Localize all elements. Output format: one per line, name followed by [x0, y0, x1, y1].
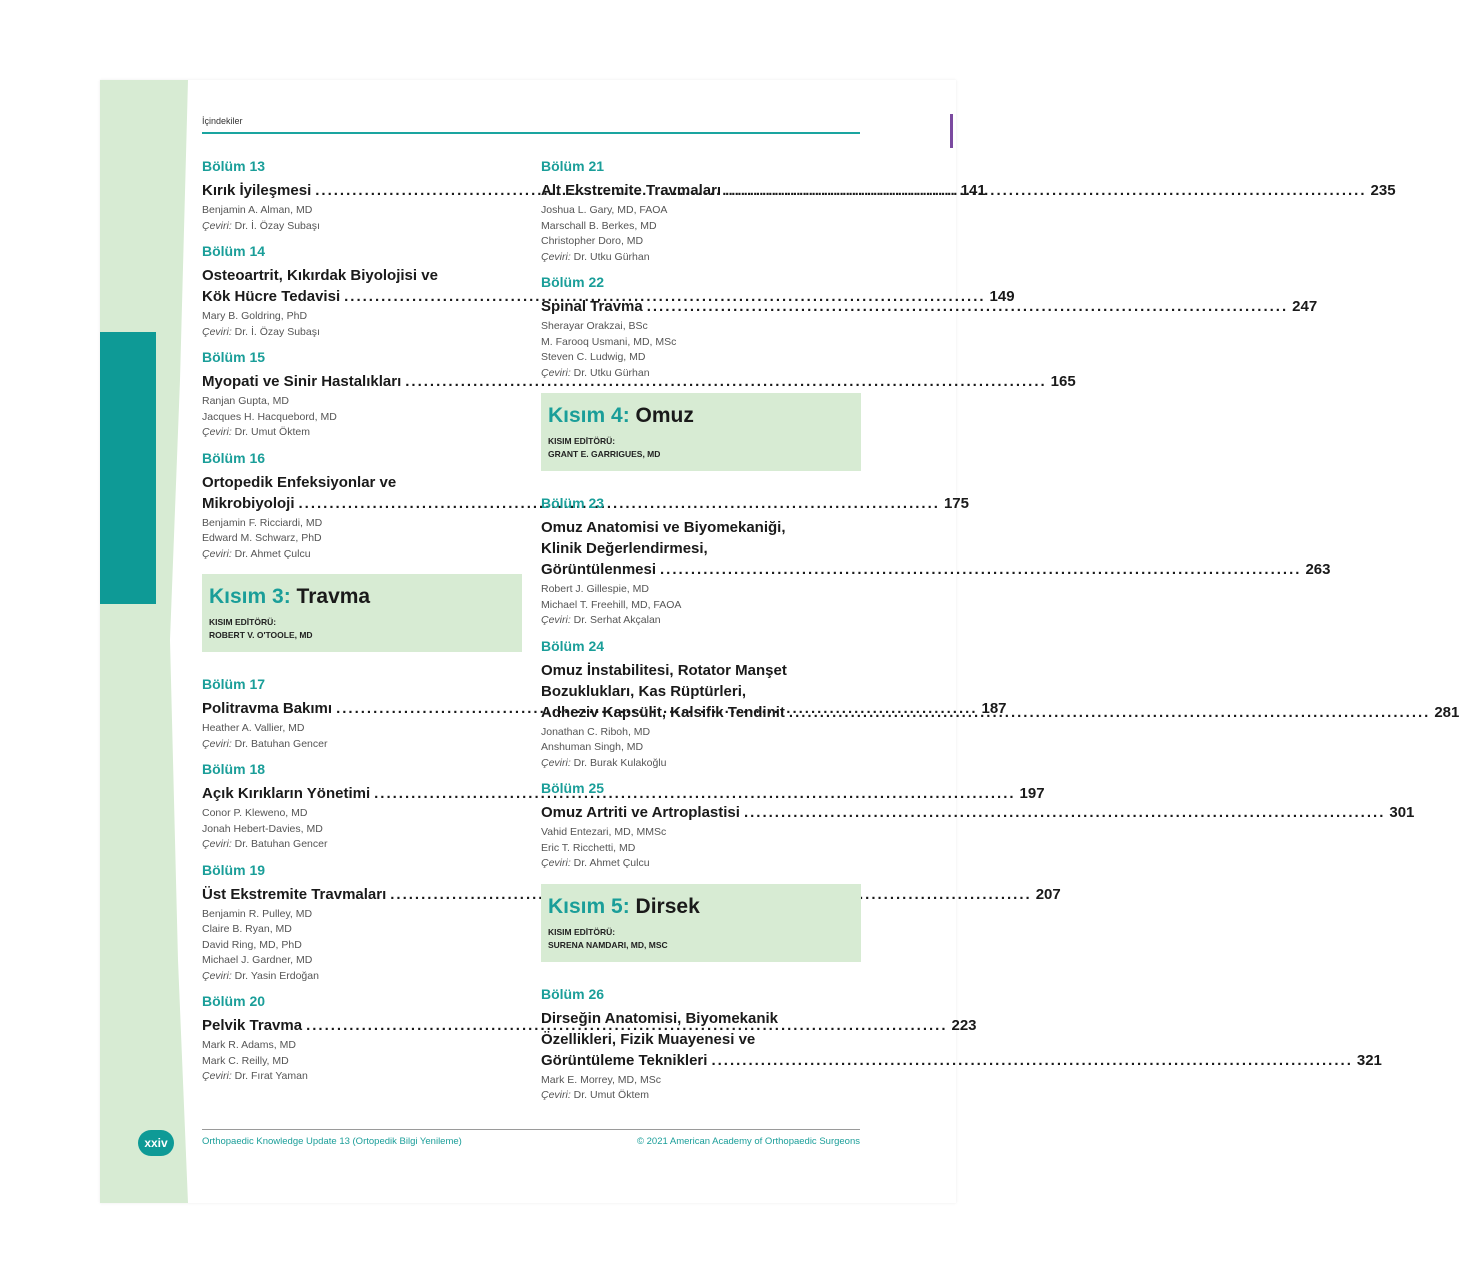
dot-leader: [744, 804, 1385, 821]
title-line-with-page: [541, 559, 1331, 580]
author-name: David Ring, MD, PhD: [202, 938, 302, 951]
author-name: Anshuman Singh, MD: [541, 741, 644, 753]
author-name: M. Farooq Usmani, MD, MSc: [541, 335, 677, 348]
translator-label: Çeviri:: [202, 737, 232, 750]
author-list: [202, 309, 522, 340]
author-name: Michael J. Gardner, MD: [202, 954, 313, 966]
section-editor-name: GRANT E. GARRIGUES, MD: [548, 449, 661, 459]
translator-name: Dr. Fırat Yaman: [231, 1070, 308, 1082]
header-rule: [202, 132, 860, 134]
author-list: [541, 319, 861, 381]
title-text: Klinik Değerlendirmesi,: [541, 540, 708, 557]
section-editor-name: SURENA NAMDARI, MD, MSC: [548, 939, 668, 950]
translator-label: Çeviri:: [202, 1070, 232, 1082]
author-name: Mark E. Morrey, MD, MSc: [541, 1073, 661, 1086]
translator-name: Dr. Ahmet Çulcu: [570, 857, 650, 869]
section-editor: [209, 616, 516, 642]
translator-line: [541, 856, 861, 872]
author-name: Mary B. Goldring, PhD: [202, 310, 308, 322]
page-ref: 187: [981, 700, 1007, 717]
chapter-number: Bölüm 13: [202, 158, 266, 174]
section-name: Dirsek: [635, 894, 700, 918]
chapter-number: Bölüm 14: [202, 243, 266, 259]
chapter-number: Bölüm 25: [541, 780, 605, 796]
translator-line: [202, 737, 522, 753]
section-box: [202, 574, 522, 652]
title-text: Özellikleri, Fizik Muayenesi ve: [541, 1030, 756, 1048]
translator-name: Dr. Utku Gürhan: [570, 250, 650, 263]
author-name: Christopher Doro, MD: [541, 235, 644, 247]
section-name: Omuz: [635, 404, 694, 427]
translator-line: [541, 250, 861, 266]
translator-line: [202, 219, 522, 235]
author-name: Mark C. Reilly, MD: [202, 1054, 289, 1067]
author-name: Jacques H. Hacquebord, MD: [202, 410, 337, 423]
translator-label: Çeviri:: [541, 857, 571, 869]
title-text: Görüntülenmesi: [541, 561, 657, 578]
translator-line: [202, 837, 522, 853]
translator-line: [541, 613, 861, 629]
title-text: Omuz İnstabilitesi, Rotator Manşet: [541, 661, 787, 679]
section-editor-label: KISIM EDİTÖRÜ:: [209, 617, 277, 627]
author-name: Benjamin R. Pulley, MD: [202, 907, 313, 920]
footer-rule: [202, 1129, 860, 1130]
author-name: Edward M. Schwarz, PhD: [202, 532, 322, 544]
page-ref: 281: [1434, 703, 1459, 721]
translator-name: Dr. Batuhan Gencer: [231, 737, 328, 750]
section-editor-name: ROBERT V. O'TOOLE, MD: [209, 630, 313, 640]
section-box: [541, 393, 861, 471]
translator-name: Dr. İ. Özay Subaşı: [231, 325, 320, 338]
author-name: Vahid Entezari, MD, MMSc: [541, 826, 667, 838]
chapter-number: Bölüm 15: [202, 349, 266, 365]
page-ref: 247: [1292, 298, 1318, 315]
section-heading: [209, 584, 516, 610]
chapter-number: Bölüm 24: [541, 637, 605, 654]
translator-label: Çeviri:: [541, 366, 571, 379]
translator-name: Dr. Utku Gürhan: [570, 366, 650, 379]
author-name: Conor P. Kleweno, MD: [202, 807, 308, 819]
author-name: Claire B. Ryan, MD: [202, 923, 292, 935]
page-ref: 223: [951, 1017, 977, 1034]
page-ref: 207: [1035, 885, 1061, 903]
section-tab: [100, 332, 156, 604]
author-name: Mark R. Adams, MD: [202, 1039, 296, 1051]
chapter-number: Bölüm 18: [202, 761, 266, 777]
translator-line: [202, 547, 522, 563]
section-heading: [548, 894, 855, 920]
translator-label: Çeviri:: [541, 1089, 571, 1101]
title-line-with-page: [541, 1050, 1382, 1071]
translator-name: Dr. Ahmet Çulcu: [231, 547, 311, 560]
translator-label: Çeviri:: [541, 250, 571, 263]
author-list: [202, 907, 522, 985]
translator-label: Çeviri:: [202, 325, 232, 338]
title-text: Üst Ekstremite Travmaları: [202, 885, 387, 903]
title-text: Omuz Anatomisi ve Biyomekaniği,: [541, 519, 786, 536]
translator-name: Dr. Umut Öktem: [570, 1089, 649, 1101]
author-name: Sherayar Orakzai, BSc: [541, 320, 648, 332]
translator-label: Çeviri:: [202, 219, 232, 232]
section-editor: [548, 435, 855, 461]
author-name: Ranjan Gupta, MD: [202, 395, 289, 407]
author-list: [541, 725, 861, 772]
chapter-title: [202, 884, 1061, 905]
author-list: [202, 806, 522, 853]
page-ref: 235: [1370, 182, 1396, 199]
translator-name: Dr. Batuhan Gencer: [231, 838, 328, 850]
page-number-badge: xxiv: [138, 1130, 174, 1156]
dot-leader: [711, 1052, 1352, 1069]
translator-label: Çeviri:: [202, 426, 232, 438]
author-name: Joshua L. Gary, MD, FAOA: [541, 204, 668, 216]
title-text: Görüntüleme Teknikleri: [541, 1051, 708, 1069]
book-page: [100, 80, 1459, 1203]
author-name: Benjamin F. Ricciardi, MD: [202, 516, 323, 529]
author-name: Benjamin A. Alman, MD: [202, 204, 313, 216]
author-name: Heather A. Vallier, MD: [202, 722, 305, 734]
author-name: Michael T. Freehill, MD, FAOA: [541, 598, 682, 611]
translator-label: Çeviri:: [202, 547, 232, 560]
translator-line: [541, 366, 861, 382]
footer-copyright: © 2021 American Academy of Orthopaedic Surgeons: [637, 1136, 860, 1147]
chapter-number: Bölüm 26: [541, 985, 605, 1002]
dot-leader: [660, 561, 1301, 578]
title-line-with-page: [541, 802, 1415, 823]
edge-marker: [950, 114, 953, 148]
chapter-number: Bölüm 23: [541, 495, 605, 511]
page-ref: 301: [1389, 804, 1415, 821]
title-text: Myopati ve Sinir Hastalıkları: [202, 373, 402, 390]
author-name: Jonah Hebert-Davies, MD: [202, 822, 323, 835]
author-name: Marschall B. Berkes, MD: [541, 219, 657, 232]
section-editor-label: KISIM EDİTÖRÜ:: [548, 926, 616, 937]
author-list: [202, 203, 522, 234]
chapter-number: Bölüm 17: [202, 676, 266, 692]
page-ref: 175: [943, 494, 969, 512]
dot-leader: [647, 298, 1288, 315]
title-text: Ortopedik Enfeksiyonlar ve: [202, 473, 397, 491]
title-text: Spinal Travma: [541, 298, 643, 315]
translator-name: Dr. Yasin Erdoğan: [231, 969, 319, 982]
translator-name: Dr. Burak Kulakoğlu: [570, 756, 667, 769]
title-text: Dirseğin Anatomisi, Biyomekanik: [541, 1009, 779, 1027]
title-text: Adheziv Kapsülit, Kalsifik Tendinit: [541, 703, 785, 721]
author-list: [541, 1073, 861, 1104]
dot-leader: [725, 182, 1366, 199]
author-list: [541, 825, 861, 872]
translator-line: [202, 425, 522, 441]
translator-label: Çeviri:: [202, 838, 232, 850]
author-list: [202, 516, 522, 563]
author-name: Eric T. Ricchetti, MD: [541, 841, 636, 854]
chapter-title: [541, 802, 1415, 823]
translator-name: Dr. İ. Özay Subaşı: [231, 219, 320, 232]
page-ref: 321: [1356, 1051, 1382, 1069]
page-ref: 263: [1305, 561, 1331, 578]
translator-line: [202, 969, 522, 985]
title-text: Alt Ekstremite Travmaları: [541, 182, 722, 199]
page-ref: 197: [1019, 785, 1045, 802]
title-text: Omuz Artriti ve Artroplastisi: [541, 804, 740, 821]
dot-leader: [789, 704, 1430, 721]
translator-name: Dr. Umut Öktem: [231, 426, 310, 438]
title-text: Kök Hücre Tedavisi: [202, 288, 341, 305]
section-editor: [548, 926, 855, 952]
translator-label: Çeviri:: [202, 969, 232, 982]
title-text: Bozuklukları, Kas Rüptürleri,: [541, 682, 747, 700]
title-text: Politravma Bakımı: [202, 700, 333, 717]
section-label: Kısım 3:: [209, 585, 291, 608]
author-list: [541, 203, 861, 265]
section-box: [541, 884, 861, 962]
translator-name: Dr. Serhat Akçalan: [570, 614, 661, 626]
translator-line: [541, 756, 861, 772]
page-ref: 149: [989, 288, 1015, 305]
title-text: Pelvik Travma: [202, 1017, 303, 1034]
chapter-number: Bölüm 19: [202, 861, 266, 878]
section-label: Kısım 5:: [548, 894, 630, 918]
translator-label: Çeviri:: [541, 756, 571, 769]
footer-book-title: Orthopaedic Knowledge Update 13 (Ortopedik Bilgi Yenileme): [202, 1136, 462, 1147]
author-list: [202, 721, 522, 752]
chapter-number: Bölüm 20: [202, 993, 266, 1009]
chapter-number: Bölüm 21: [541, 158, 605, 174]
translator-label: Çeviri:: [541, 614, 571, 626]
author-name: Jonathan C. Riboh, MD: [541, 725, 651, 738]
author-list: [541, 582, 861, 629]
author-list: [202, 394, 522, 441]
chapter-number: Bölüm 16: [202, 449, 266, 466]
translator-line: [202, 325, 522, 341]
section-heading: [548, 403, 855, 429]
chapter-title: [541, 517, 1331, 580]
translator-line: [202, 1069, 522, 1085]
title-line-with-page: [202, 884, 1061, 905]
section-name: Travma: [296, 585, 371, 608]
title-text: Osteoartrit, Kıkırdak Biyolojisi ve: [202, 267, 438, 284]
title-text: Mikrobiyoloji: [202, 494, 295, 512]
section-label: Kısım 4:: [548, 404, 630, 427]
translator-line: [541, 1088, 861, 1104]
author-name: Steven C. Ludwig, MD: [541, 351, 646, 363]
title-text: Kırık İyileşmesi: [202, 182, 312, 199]
author-list: [202, 1038, 522, 1085]
chapter-number: Bölüm 22: [541, 274, 605, 290]
title-text: Açık Kırıkların Yönetimi: [202, 785, 371, 802]
page-ref: 165: [1050, 373, 1076, 390]
running-head: İçindekiler: [202, 116, 243, 126]
section-editor-label: KISIM EDİTÖRÜ:: [548, 436, 616, 446]
author-name: Robert J. Gillespie, MD: [541, 583, 649, 595]
margin-band: [100, 80, 188, 1203]
page-ref: 141: [960, 182, 986, 199]
